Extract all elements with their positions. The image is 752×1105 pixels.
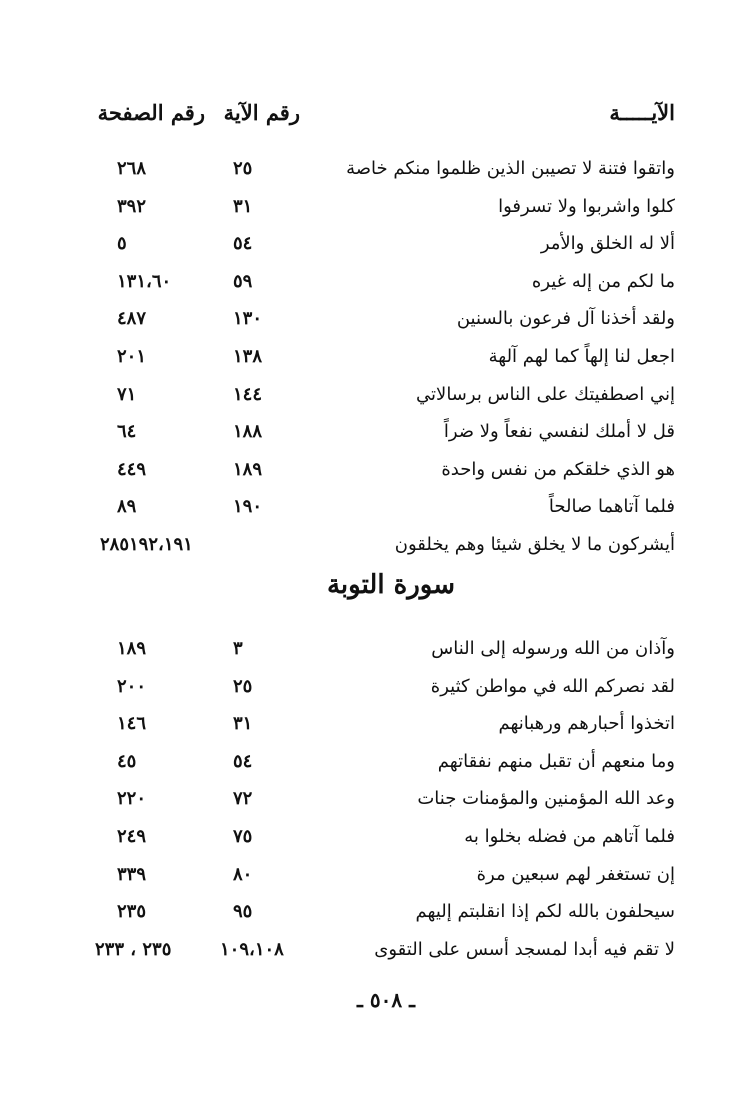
verse-text: اجعل لنا إلهاً كما لهم آلهة xyxy=(488,345,675,367)
page-number: ٢٠١ xyxy=(117,345,147,367)
page-number: ٦٤ xyxy=(117,421,137,443)
verse-text: وآذان من الله ورسوله إلى الناس xyxy=(431,638,675,659)
verse-number: ١٨٨ xyxy=(233,421,263,443)
verse-number: ١٣٨ xyxy=(233,345,263,367)
page-number: ٣٩٢ xyxy=(117,195,147,217)
page-number: ١٤٦ xyxy=(117,713,147,735)
verse-number: ١٣٠ xyxy=(233,308,263,330)
verse-number: ٨٠ xyxy=(233,863,253,885)
verse-number: ٢٨٥١٩٢،١٩١ xyxy=(100,533,193,555)
page-number: ٤٥ xyxy=(117,750,137,772)
verse-number: ٥٩ xyxy=(233,270,253,292)
verse-number: ١٩٠ xyxy=(233,496,263,518)
page-number: ٧١ xyxy=(117,383,137,405)
verse-text: فلما آتاهم من فضله بخلوا به xyxy=(464,825,675,847)
table-row xyxy=(100,780,675,818)
table-row xyxy=(100,225,675,263)
verse-text: فلما آتاهما صالحاً xyxy=(548,496,675,518)
verse-number: ٥٤ xyxy=(233,233,253,255)
verse-number: ١٤٤ xyxy=(233,383,263,405)
table-row xyxy=(100,451,675,489)
verse-number: ٣١ xyxy=(233,713,253,735)
section-at-tawbah xyxy=(95,630,675,968)
table-row xyxy=(100,263,675,301)
page-number: ٥ xyxy=(117,233,127,255)
page-number: ٤٨٧ xyxy=(117,308,147,330)
verse-number: ٥٤ xyxy=(233,750,253,772)
page-number-footer: ـ ٥٠٨ ـ xyxy=(357,988,415,1012)
verse-text: اتخذوا أحبارهم ورهبانهم xyxy=(498,713,675,735)
verse-number: ٢٥ xyxy=(233,158,253,179)
table-row xyxy=(100,188,675,226)
verse-text: سيحلفون بالله لكم إذا انقلبتم إليهم xyxy=(415,901,675,923)
table-row xyxy=(100,705,675,743)
page-number: ٢٤٩ xyxy=(117,825,147,847)
page-number: ٣٣٩ xyxy=(117,863,147,885)
page-number: ٢٣٥ xyxy=(117,901,147,923)
table-row xyxy=(100,526,675,564)
surah-title: سورة التوبة xyxy=(326,570,456,600)
verse-number: ١٠٩،١٠٨ xyxy=(220,938,284,960)
page-number: ٨٩ xyxy=(117,496,137,518)
verse-text: لقد نصركم الله في مواطن كثيرة xyxy=(430,675,675,697)
verse-text: واتقوا فتنة لا تصيبن الذين ظلموا منكم خاصة xyxy=(346,158,675,179)
page-number: ١٨٩ xyxy=(117,638,147,659)
verse-number: ١٨٩ xyxy=(233,458,263,480)
page-number-column-header: رقم الصفحة xyxy=(97,100,205,125)
verse-text: قل لا أملك لنفسي نفعاً ولا ضراً xyxy=(443,421,675,443)
table-row xyxy=(100,856,675,894)
verse-text: إن تستغفر لهم سبعين مرة xyxy=(476,863,675,885)
table-row xyxy=(100,668,675,706)
verse-number-column-header: رقم الآية xyxy=(223,100,300,125)
verse-text: ألا له الخلق والأمر xyxy=(540,233,675,255)
page-number: ٤٤٩ xyxy=(117,458,147,480)
verse-number: ٢٥ xyxy=(233,675,253,697)
verse-text: إني اصطفيتك على الناس برسالاتي xyxy=(416,383,675,405)
page-number: ٢٢٠ xyxy=(117,788,147,810)
verse-text: وما منعهم أن تقبل منهم نفقاتهم xyxy=(437,750,675,772)
table-row xyxy=(100,413,675,451)
verse-number: ٧٢ xyxy=(233,788,253,810)
table-header xyxy=(97,100,675,136)
verse-text: وعد الله المؤمنين والمؤمنات جنات xyxy=(417,788,675,810)
verse-text: ولقد أخذنا آل فرعون بالسنين xyxy=(456,308,675,330)
table-row xyxy=(100,488,675,526)
table-row xyxy=(100,743,675,781)
table-row xyxy=(100,893,675,931)
verse-text: هو الذي خلقكم من نفس واحدة xyxy=(441,458,675,480)
page-number: ٢٠٠ xyxy=(117,675,147,697)
table-row xyxy=(100,300,675,338)
verse-number: ٩٥ xyxy=(233,901,253,923)
table-row xyxy=(95,931,675,969)
verse-text: لا تقم فيه أبدا لمسجد أسس على التقوى xyxy=(374,938,675,960)
page-number: ١٣١،٦٠ xyxy=(117,270,172,292)
verse-text: أيشركون ما لا يخلق شيئا وهم يخلقون xyxy=(394,533,675,555)
verse-number: ٣ xyxy=(233,638,243,659)
verse-column-header: الآيـــــة xyxy=(609,100,675,125)
page-number: ٢٦٨ xyxy=(117,158,147,179)
table-row xyxy=(100,630,675,668)
section-al-araf xyxy=(100,150,675,564)
verse-number: ٧٥ xyxy=(233,825,253,847)
verse-text: كلوا واشربوا ولا تسرفوا xyxy=(498,195,675,217)
table-row xyxy=(100,818,675,856)
verse-text: ما لكم من إله غيره xyxy=(531,270,675,292)
verse-number: ٣١ xyxy=(233,195,253,217)
table-row xyxy=(100,376,675,414)
table-row xyxy=(100,338,675,376)
table-row xyxy=(100,150,675,188)
page-number: ٢٣٥ ، ٢٣٣ xyxy=(95,938,172,960)
